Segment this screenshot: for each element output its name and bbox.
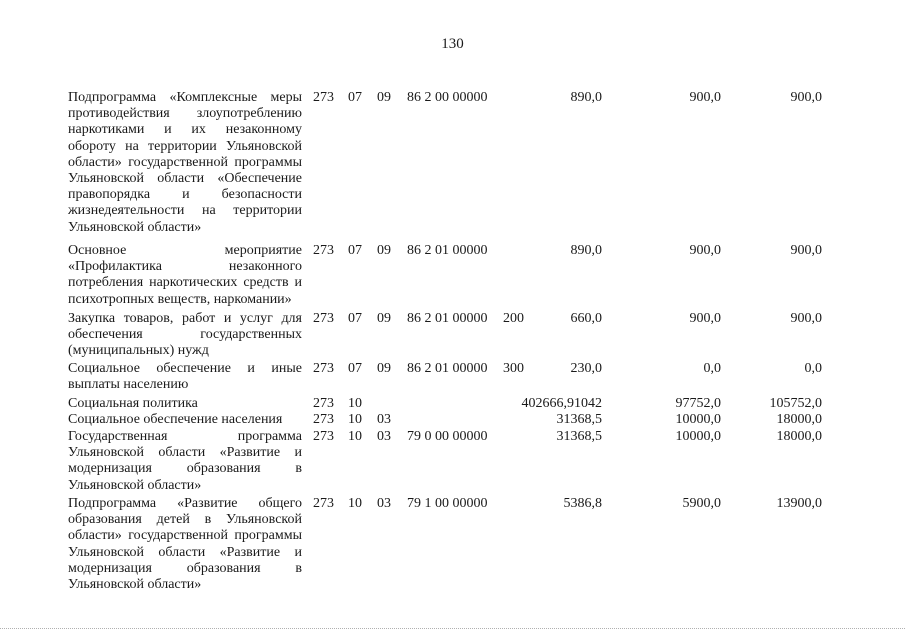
ved-code: 273 xyxy=(313,496,334,511)
target-article-code: 86 2 01 00000 xyxy=(407,361,488,376)
amount-year-3: 900,0 xyxy=(790,243,822,258)
section-code: 07 xyxy=(348,361,362,376)
row-name: Подпрограмма «Комплексные меры противодействия злоупотреблению наркотиками и их незаконному обороту на территории Ульяновской области» государственной программы Ульяновской области «Обеспечение правопорядка и безопасности жизнедеятельности на территории Ульяновской области» xyxy=(68,90,302,235)
row-name: Социальное обеспечение населения xyxy=(68,412,283,427)
section-code: 07 xyxy=(348,311,362,326)
expense-type-code: 300 xyxy=(503,361,524,376)
section-code: 10 xyxy=(348,496,362,511)
amount-year-1: 890,0 xyxy=(570,90,602,105)
row-name: Социальная политика xyxy=(68,396,198,411)
scan-edge-line xyxy=(0,628,905,629)
page-number: 130 xyxy=(441,36,464,52)
section-code: 10 xyxy=(348,429,362,444)
amount-year-2: 900,0 xyxy=(689,243,721,258)
subsection-code: 09 xyxy=(377,361,391,376)
amount-year-3: 18000,0 xyxy=(776,412,822,427)
amount-year-1: 31368,5 xyxy=(556,429,602,444)
amount-year-3: 900,0 xyxy=(790,311,822,326)
subsection-code: 09 xyxy=(377,90,391,105)
amount-year-3: 18000,0 xyxy=(776,429,822,444)
ved-code: 273 xyxy=(313,396,334,411)
ved-code: 273 xyxy=(313,90,334,105)
amount-year-2: 5900,0 xyxy=(682,496,721,511)
amount-year-1: 402666,91042 xyxy=(521,396,602,411)
row-name: Социальное обеспечение и иные выплаты населению xyxy=(68,361,302,393)
subsection-code: 03 xyxy=(377,429,391,444)
amount-year-2: 10000,0 xyxy=(675,412,721,427)
subsection-code: 09 xyxy=(377,311,391,326)
amount-year-1: 660,0 xyxy=(570,311,602,326)
ved-code: 273 xyxy=(313,243,334,258)
amount-year-2: 900,0 xyxy=(689,311,721,326)
amount-year-1: 31368,5 xyxy=(556,412,602,427)
amount-year-1: 5386,8 xyxy=(563,496,602,511)
ved-code: 273 xyxy=(313,361,334,376)
amount-year-3: 13900,0 xyxy=(776,496,822,511)
amount-year-1: 890,0 xyxy=(570,243,602,258)
expense-type-code: 200 xyxy=(503,311,524,326)
target-article-code: 79 0 00 00000 xyxy=(407,429,488,444)
amount-year-3: 900,0 xyxy=(790,90,822,105)
ved-code: 273 xyxy=(313,429,334,444)
target-article-code: 86 2 00 00000 xyxy=(407,90,488,105)
subsection-code: 03 xyxy=(377,412,391,427)
subsection-code: 03 xyxy=(377,496,391,511)
amount-year-2: 0,0 xyxy=(703,361,721,376)
row-name: Подпрограмма «Развитие общего образования детей в Ульяновской области» государственной программы Ульяновской области «Развитие и модернизация образования в Ульяновской области» xyxy=(68,496,302,593)
amount-year-3: 105752,0 xyxy=(769,396,822,411)
section-code: 07 xyxy=(348,243,362,258)
amount-year-3: 0,0 xyxy=(804,361,822,376)
amount-year-2: 10000,0 xyxy=(675,429,721,444)
target-article-code: 79 1 00 00000 xyxy=(407,496,488,511)
ved-code: 273 xyxy=(313,311,334,326)
row-name: Государственная программа Ульяновской области «Развитие и модернизация образования в Ульяновской области» xyxy=(68,429,302,493)
section-code: 10 xyxy=(348,412,362,427)
amount-year-1: 230,0 xyxy=(570,361,602,376)
section-code: 07 xyxy=(348,90,362,105)
ved-code: 273 xyxy=(313,412,334,427)
section-code: 10 xyxy=(348,396,362,411)
amount-year-2: 900,0 xyxy=(689,90,721,105)
target-article-code: 86 2 01 00000 xyxy=(407,243,488,258)
row-name: Закупка товаров, работ и услуг для обеспечения государственных (муниципальных) нужд xyxy=(68,311,302,359)
target-article-code: 86 2 01 00000 xyxy=(407,311,488,326)
amount-year-2: 97752,0 xyxy=(675,396,721,411)
subsection-code: 09 xyxy=(377,243,391,258)
row-name: Основное мероприятие «Профилактика незаконного потребления наркотических средств и психотропных веществ, наркомании» xyxy=(68,243,302,307)
